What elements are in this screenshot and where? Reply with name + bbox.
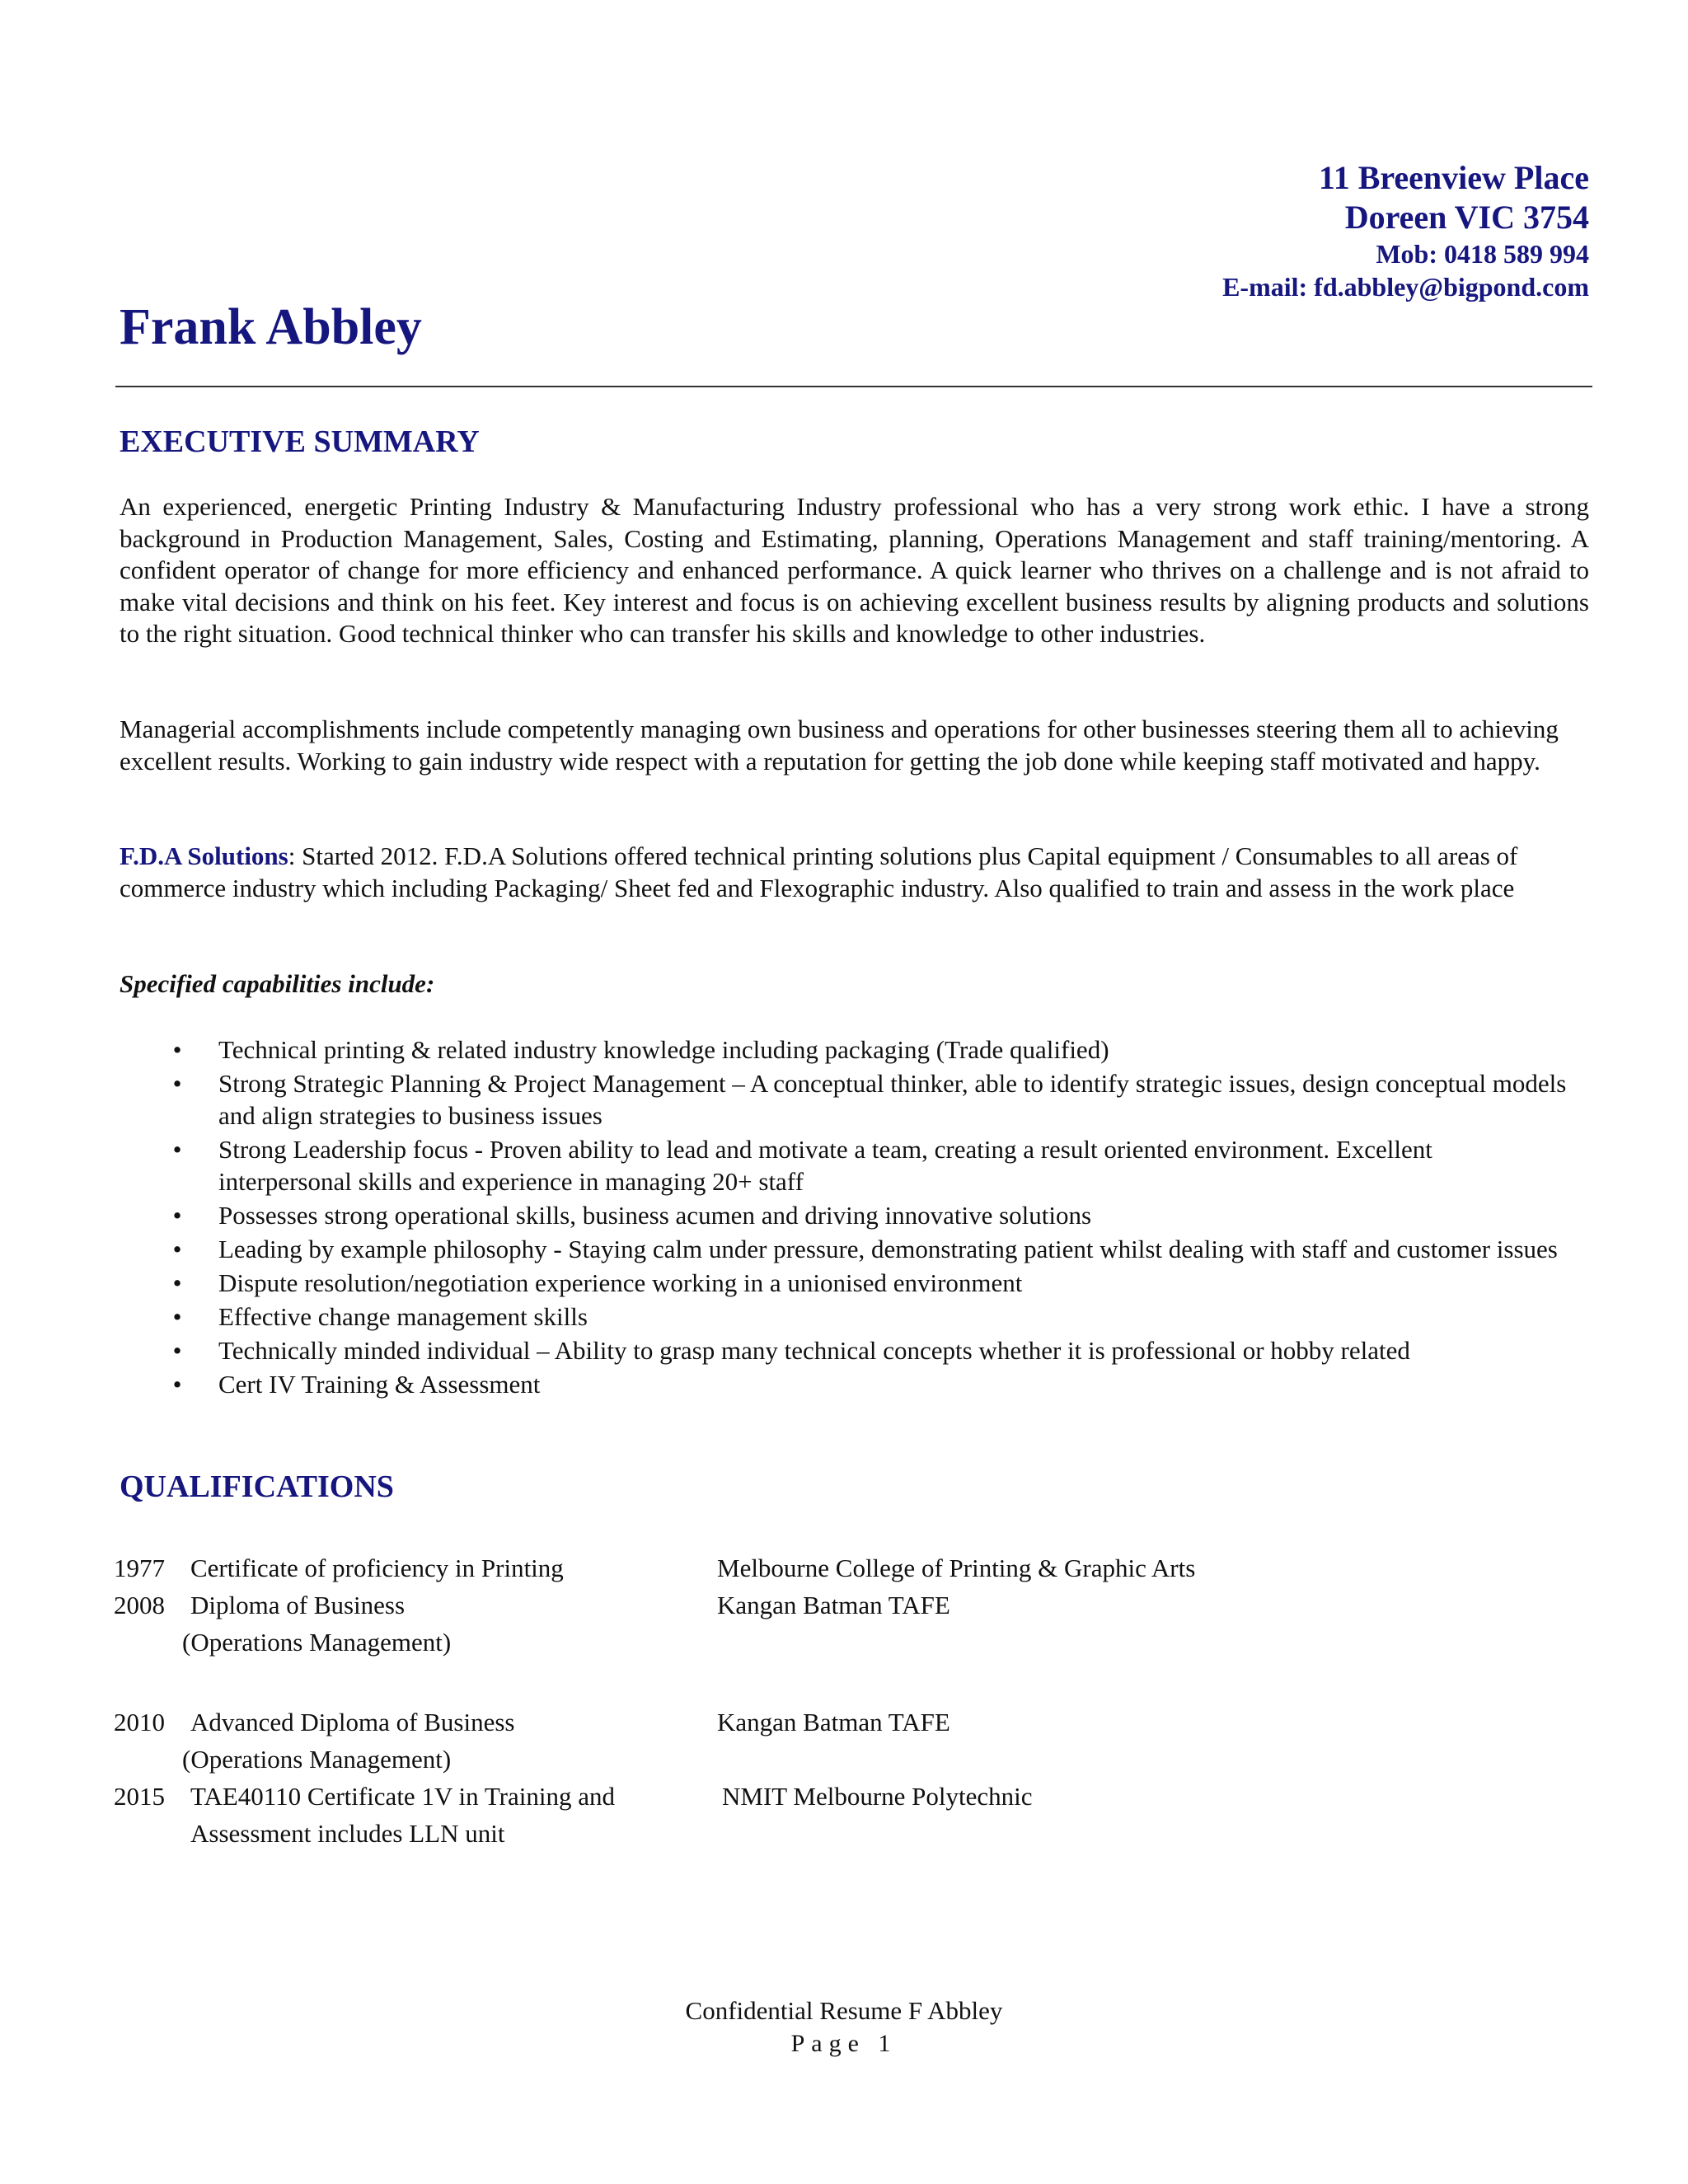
footer-title: Confidential Resume F Abbley (685, 1996, 1003, 2025)
qualification-year: 2008 (114, 1591, 165, 1619)
qualification-title: Certificate of proficiency in Printing (190, 1554, 564, 1582)
qualification-subtitle: (Operations Management) (182, 1745, 452, 1774)
address-line1: 11 Breenview Place (1318, 159, 1589, 196)
fda-solutions-label: F.D.A Solutions (120, 841, 288, 870)
email-address: E-mail: fd.abbley@bigpond.com (1222, 272, 1589, 302)
list-item (120, 1334, 1570, 1366)
executive-summary-heading: EXECUTIVE SUMMARY (120, 424, 480, 459)
summary-paragraph-1 (120, 491, 1589, 650)
qualification-row (114, 1778, 1515, 1815)
bullet-icon: • (172, 1135, 182, 1164)
header-divider (115, 386, 1592, 387)
mobile-number: Mob: 0418 589 994 (1376, 239, 1589, 269)
bullet-icon: • (172, 1035, 182, 1064)
list-item-text: Technically minded individual – Ability to grasp many technical concepts whether it is professional or hobby related (218, 1336, 1410, 1365)
qualification-row (114, 1704, 1515, 1741)
qualification-year: 2015 (114, 1782, 165, 1811)
summary-paragraph-2 (120, 714, 1570, 777)
address-line2: Doreen VIC 3754 (1344, 199, 1589, 236)
qualification-title: Advanced Diploma of Business (190, 1708, 515, 1736)
list-item-text: Technical printing & related industry knowledge including packaging (Trade qualified) (218, 1035, 1109, 1064)
list-item (120, 1233, 1570, 1265)
bullet-icon: • (172, 1268, 182, 1297)
list-item-text: Effective change management skills (218, 1302, 588, 1331)
list-item-text: Strong Leadership focus - Proven ability to lead and motivate a team, creating a result oriented environment. Excellent interpersonal skills and experience in managing 20+ staff (218, 1135, 1432, 1196)
list-item (120, 1199, 1570, 1231)
qualification-institution: Kangan Batman TAFE (717, 1591, 950, 1619)
bullet-icon: • (172, 1302, 182, 1331)
bullet-icon: • (172, 1201, 182, 1230)
candidate-name: Frank Abbley (120, 299, 422, 355)
capabilities-heading: Specified capabilities include: (120, 969, 435, 998)
qualification-institution: NMIT Melbourne Polytechnic (722, 1782, 1033, 1811)
page-number: Page 1 (790, 2030, 898, 2057)
list-item (120, 1301, 1570, 1333)
fda-solutions-description: : Started 2012. F.D.A Solutions offered technical printing solutions plus Capital equipment / Consumables to all areas of commerce industry which including Packaging/ Sheet fed and Flexographic industry. Also qualified to train and assess in the work place (120, 841, 1518, 902)
qualification-institution: Melbourne College of Printing & Graphic Arts (717, 1554, 1196, 1582)
qualification-row (114, 1586, 1515, 1624)
list-item (120, 1133, 1570, 1197)
list-item-text: Leading by example philosophy - Staying calm under pressure, demonstrating patient whilst dealing with staff and customer issues (218, 1235, 1558, 1263)
qualification-year: 1977 (114, 1554, 165, 1582)
list-item-text: Cert IV Training & Assessment (218, 1370, 541, 1399)
list-item (120, 1368, 1570, 1400)
qualification-subtitle: Assessment includes LLN unit (190, 1819, 505, 1848)
fda-solutions-paragraph (120, 841, 1578, 904)
bullet-icon: • (172, 1336, 182, 1365)
contact-block (1222, 158, 1589, 303)
qualifications-heading: QUALIFICATIONS (120, 1469, 394, 1504)
qualification-subtitle: (Operations Management) (182, 1628, 452, 1657)
bullet-icon: • (172, 1069, 182, 1098)
list-item-text: Strong Strategic Planning & Project Management – A conceptual thinker, able to identify strategic issues, design conceptual models and align strategies to business issues (218, 1069, 1567, 1130)
summary-paragraph-1-text: An experienced, energetic Printing Industry & Manufacturing Industry professional who has a very strong work ethic. I have a strong background in Production Management, Sales, Costing and Estimating, planning, Operations Management and staff training/mentoring. A confident operator of change for more efficiency and enhanced performance. A quick learner who thrives on a challenge and is not afraid to make vital decisions and think on his feet. Key interest and focus is on achieving excellent business results by aligning products and solutions to the right situation. Good technical thinker who can transfer his skills and knowledge to other industries. (120, 492, 1589, 649)
page-footer (0, 1994, 1688, 2060)
qualification-title: TAE40110 Certificate 1V in Training and (190, 1782, 615, 1811)
qualification-title: Diploma of Business (190, 1591, 406, 1619)
list-item (120, 1033, 1570, 1066)
qualifications-table (114, 1549, 1515, 1852)
bullet-icon: • (172, 1370, 182, 1399)
list-item-text: Possesses strong operational skills, business acumen and driving innovative solutions (218, 1201, 1092, 1230)
qualification-row (114, 1549, 1515, 1586)
qualification-row-continued (114, 1624, 1515, 1661)
qualification-spacer (114, 1661, 1515, 1704)
capabilities-list (120, 1033, 1570, 1402)
qualification-row-continued (114, 1741, 1515, 1778)
fda-solutions-text (120, 841, 1578, 904)
summary-paragraph-2-text: Managerial accomplishments include competently managing own business and operations for other businesses steering them all to achieving excellent results. Working to gain industry wide respect with a reputation for getting the job done while keeping staff motivated and happy. (120, 715, 1559, 776)
qualification-year: 2010 (114, 1708, 165, 1736)
list-item-text: Dispute resolution/negotiation experience working in a unionised environment (218, 1268, 1023, 1297)
bullet-icon: • (172, 1235, 182, 1263)
list-item (120, 1067, 1570, 1132)
list-item (120, 1267, 1570, 1299)
qualification-row-continued (114, 1815, 1515, 1852)
qualification-institution: Kangan Batman TAFE (717, 1708, 950, 1736)
